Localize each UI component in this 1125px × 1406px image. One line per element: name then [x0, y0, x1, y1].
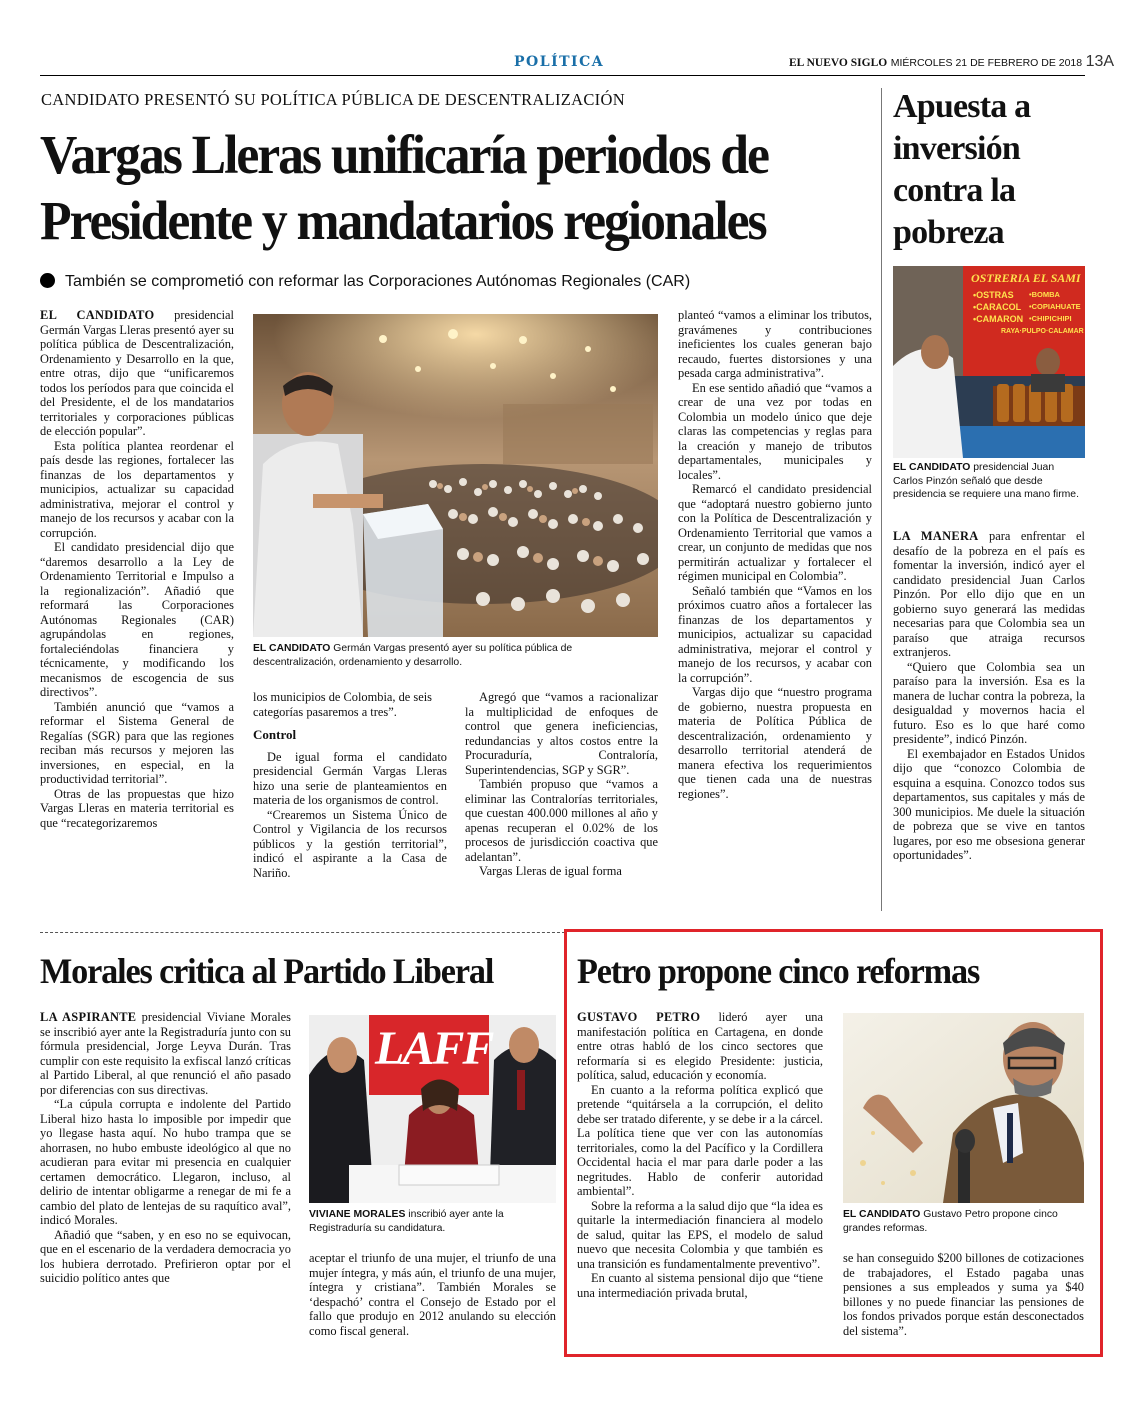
petro-col-1 — [577, 1010, 823, 1300]
paragraph: “Quiero que Colombia sea un paraíso para la inversión. Esa es la manera de luchar contra la pobreza, la desigualdad y movernos hacia el futuro. Eso es lo que haré como presidente”, indicó Pinzón. — [893, 659, 1085, 746]
lead-in: LA ASPIRANTE — [40, 1010, 137, 1024]
paragraph: Vargas dijo que “nuestro programa de gobierno, nuestra propuesta en materia de Política Pública de descentralización, ordenamiento y desarrollo territorial atenderá de manera efectiva los requerimientos que tienen cada una de nuestras regiones”. — [678, 685, 872, 801]
petro-photo-caption — [843, 1208, 1084, 1235]
sign-item: •CARACOL — [973, 302, 1022, 312]
morales-banner-text: LAFF — [375, 1022, 493, 1075]
main-headline — [40, 122, 768, 254]
paragraph: En cuanto al sistema pensional dijo que “tiene una intermediación privada brutal, — [577, 1271, 823, 1300]
paragraph: lideró ayer una manifestación política en Cartagena, en donde entre otras habló de los cinco sectores que reformaría si es elegido Presidente: justicia, política, salud, educación y economía. — [577, 1010, 823, 1082]
bullet-icon — [40, 273, 55, 288]
paragraph: Esta política plantea reordenar el país desde las regiones, fortalecer las finanzas de los departamentos y municipios, actualizar su capacidad administrativa, mejorar el control y manejo de los recursos y acabar con la corrupción. — [40, 438, 234, 540]
sign-item: •COPIAHUATE — [1029, 302, 1081, 311]
paragraph: los municipios de Colombia, de seis categorías pasaremos a tres”. — [253, 690, 432, 719]
caption-lead: EL CANDIDATO — [253, 643, 331, 654]
sign-item: •BOMBA — [1029, 290, 1060, 299]
paragraph: También anunció que “vamos a reformar el Sistema General de Regalías (SGR) para que las regiones reciban más recursos y mejoren las inversiones, en especial, en la productividad territorial”. — [40, 699, 234, 786]
paragraph: aceptar el triunfo de una mujer, el triunfo de una mujer íntegra, y más aún, el triunfo de una mujer, íntegra y cristiana”. También Morales se ‘despachó’ contra el Consejo de Estado por el fallo que produjo en 2012 anulando su elección como fiscal general. — [309, 1251, 556, 1338]
section-label: POLÍTICA — [514, 54, 605, 70]
sign-item: •OSTRAS — [973, 290, 1014, 300]
paragraph: planteó “vamos a eliminar los tributos, gravámenes y contribuciones ineficientes los cuales generan bajo recaudo, fuertes distorsiones y una pesada carga administrativa”. — [678, 308, 872, 380]
paragraph: para enfrentar el desafío de la pobreza en el país es fomentar la inversión, indicó ayer el candidato presidencial Juan Carlos Pinzón. Por ello dijo que en un gobierno suyo generará las medidas necesarias para que Colombia sea un paraíso que atraiga recursos extranjeros. — [893, 529, 1085, 659]
paragraph: De igual forma el candidato presidencial Germán Vargas Lleras hizo una serie de planteamientos en materia de los organismos de control. — [253, 749, 447, 807]
paragraph: En ese sentido añadió que “vamos a crear de una vez por todas en Colombia un modelo único que deje claras las competencias y reglas para la creación y manejo de tributos departamentales, municipales y locales”. — [678, 380, 872, 482]
stall-sign-bottom: RAYA·PULPO·CALAMAR — [1001, 328, 1084, 335]
paragraph: se han conseguido $200 billones de cotizaciones de trabajadores, el Estado pagaba unas pensiones a sus empleados y suma ya $40 billones y no puede financiar las pensiones de los fondos privados porque están desconectados del sistema”. — [843, 1251, 1084, 1338]
deck — [40, 273, 690, 291]
petro-headline: Petro propone cinco reformas — [577, 951, 980, 991]
section-divider — [40, 932, 565, 933]
paragraph: Otras de las propuestas que hizo Vargas Lleras en materia territorial es que “recategorizaremos — [40, 786, 234, 830]
morales-headline: Morales critica al Partido Liberal — [40, 951, 494, 991]
main-col-3 — [465, 690, 658, 879]
side-body — [893, 529, 1085, 863]
morales-photo — [309, 1015, 556, 1203]
paragraph: Remarcó el candidato presidencial que “adoptará nuestro gobierno junto con la Política de Descentralización y Ordenamiento Territorial que vamos a crear, un conjunto de medidas que nos permitirán actualizar y fortalecer el régimen municipal en Colombia”. — [678, 482, 872, 583]
paragraph: También propuso que “vamos a eliminar las Contralorías territoriales, que cuestan 400.000 millones al año y apenas recuperan el 0.02% de los procesos de jurisdicción coactiva que adelantan”. — [465, 777, 658, 864]
paragraph: Sobre la reforma a la salud dijo que “la idea es quitarle la intermediación financiera al modelo de salud, quitar las EPS, el modelo de salud nuevo que necesita Colombia y que también es una transición es fundamentalmente preventivo”. — [577, 1198, 823, 1271]
sign-item: •CHIPICHIPI — [1029, 314, 1072, 323]
main-col-4 — [678, 308, 872, 801]
kicker: CANDIDATO PRESENTÓ SU POLÍTICA PÚBLICA DE DESCENTRALIZACIÓN — [41, 90, 625, 109]
paragraph: Añadió que “saben, y en eso no se equivocan, que en el escenario de la verdadera democracia yo los hubiera derrotado. Prefirieron optar por el suicidio político antes que — [40, 1227, 291, 1285]
morales-photo-caption — [309, 1208, 556, 1235]
paper-name: EL NUEVO SIGLO — [789, 57, 888, 69]
side-headline: Apuesta a inversión contra la pobreza — [893, 88, 1031, 251]
caption-lead: EL CANDIDATO — [843, 1209, 921, 1220]
folio — [789, 53, 1114, 71]
petro-photo — [843, 1013, 1084, 1203]
stall-sign-right — [1029, 289, 1081, 325]
stall-sign-title: OSTRERIA EL SAMI — [971, 271, 1081, 285]
subhead: Control — [253, 727, 297, 742]
caption-lead: EL CANDIDATO — [893, 462, 971, 473]
side-photo-caption — [893, 461, 1083, 502]
deck-text: También se comprometió con reformar las Corporaciones Autónomas Regionales (CAR) — [65, 273, 691, 290]
paragraph: Vargas Lleras de igual forma — [479, 864, 622, 878]
caption-text: Gustavo Petro propone cinco grandes reformas. — [843, 1209, 1058, 1234]
page-number: 13A — [1085, 53, 1115, 70]
paragraph: presidencial Viviane Morales se inscribió ayer ante la Registraduría junto con su fórmula presidencial, Jorge Leyva Durán. Tras cumplir con este requisito la exfiscal lanzó críticas al Partido Liberal, al que renunció el año pasado por diferencias con sus directivas. — [40, 1010, 291, 1097]
morales-col-2 — [309, 1251, 556, 1338]
caption-text: Germán Vargas presentó ayer su política pública de descentralización, ordenamiento y desarrollo. — [253, 643, 573, 668]
caption-lead: VIVIANE MORALES — [309, 1209, 406, 1220]
caption-text: inscribió ayer ante la Registraduría su candidatura. — [309, 1209, 504, 1234]
header-rule — [40, 75, 1085, 76]
side-column-rule — [881, 88, 882, 911]
paragraph: presidencial Germán Vargas Lleras presentó ayer su política pública de Descentralización, Ordenamiento y Desarrollo en la que, entre otras, dijo que “unificaremos todos los períodos para que coincida el del Presidente, el de los mandatarios territoriales y corporaciones públicas de elección popular”. — [40, 308, 234, 438]
side-photo — [893, 266, 1085, 458]
petro-col-2 — [843, 1251, 1084, 1338]
paragraph: El exembajador en Estados Unidos dijo que “conozco Colombia de esquina a esquina. Conozco todos sus departamentos, sus capitales y más de 300 municipios. Me duele la situación de pobreza que se vive en tantos lugares, por eso me obsesiona generar oportunidades”. — [893, 746, 1085, 862]
paragraph: El candidato presidencial dijo que “daremos desarrollo a la Ley de Ordenamiento Territorial e Impulso a la regionalización”. Añadió que reformará las Corporaciones Autónomas Regionales (CAR) agrupándolas en regiones, fortaleciéndolas financiera y técnicamente, y modificando los mecanismos de escogencia de sus directivos”. — [40, 540, 234, 699]
paragraph: Agregó que “vamos a racionalizar la multiplicidad de enfoques de control que genera ineficiencias, redundancias y altos costos entre la Procuraduría, Contraloría, Superintendencias, SGP y SGR”. — [465, 690, 658, 777]
lead-in: EL CANDIDATO — [40, 308, 155, 322]
paragraph: “La cúpula corrupta e indolente del Partido Liberal hizo hasta lo imposible por impedir que yo llegase hasta aquí. No hubo trampa que se ahorrasen, no hubo embuste ideológico al que no acudieran para evitar mi presencia en cualquier certamen democrático. Llegaron, incluso, al delirio de intentar obligarme a renegar de mi fe a cambio del plato de lentejas de su raquítico aval”, indicó Morales. — [40, 1097, 291, 1227]
main-col-1 — [40, 308, 234, 830]
main-photo-caption — [253, 642, 658, 669]
main-photo — [253, 314, 658, 637]
lead-in: LA MANERA — [893, 529, 979, 543]
lead-in: GUSTAVO PETRO — [577, 1010, 701, 1024]
main-col-2 — [253, 690, 447, 880]
morales-col-1 — [40, 1010, 291, 1286]
caption-text: presidencial Juan Carlos Pinzón señaló que desde presidencia se requiere una mano firme. — [893, 462, 1079, 500]
sign-item: •CAMARON — [973, 314, 1024, 324]
headline-line-1: Vargas Lleras unificaría periodos de — [40, 124, 768, 185]
paragraph: “Crearemos un Sistema Único de Control y Vigilancia de los recursos públicos y la gestión territorial”, indicó el aspirante a la Casa de Nariño. — [253, 807, 447, 880]
paragraph: En cuanto a la reforma política explicó que pretende “quitársela a la corrupción, el delito debe ser tratado diferente, y se debe ir a la cárcel. La política tiene que ver con las autonomías territoriales, como la del Pacífico y la Cordillera Occidental hacia el mar para darle poder a las negritudes. Hablo de conferir autoridad ambiental”. — [577, 1082, 823, 1198]
date: MIÉRCOLES 21 DE FEBRERO DE 2018 — [890, 57, 1083, 69]
paragraph: Señaló también que “Vamos en los próximos cuatro años a fortalecer las finanzas de los departamentos y municipios, actualizar su capacidad administrativa, mejorar el control y manejo de los recursos, y acabar con la corrupción”. — [678, 583, 872, 685]
stall-sign-left — [973, 289, 1023, 325]
headline-line-2: Presidente y mandatarios regionales — [40, 190, 766, 251]
